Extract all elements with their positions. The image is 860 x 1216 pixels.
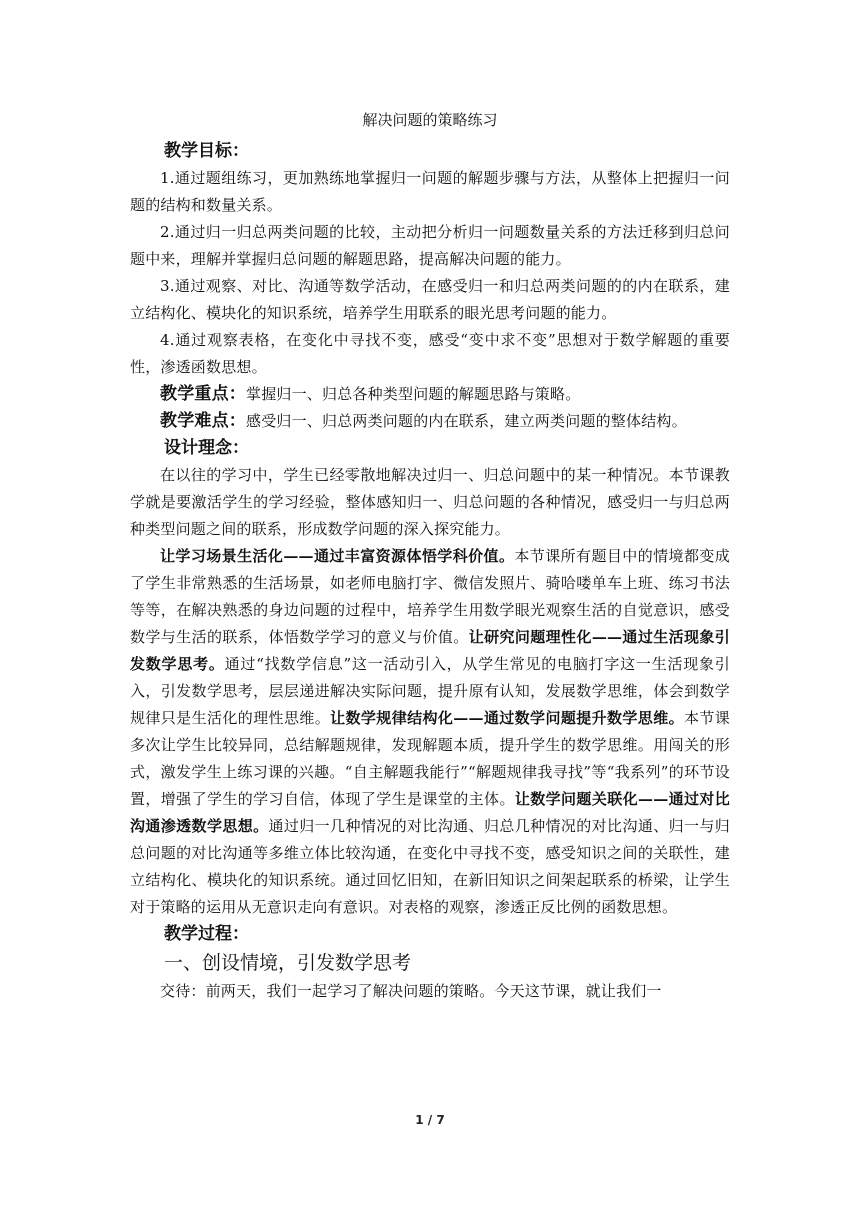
heading-process: 教学过程： (164, 924, 249, 944)
objective-2: 2.通过归一归总两类问题的比较，主动把分析归一问题数量关系的方法迁移到归总问题中来，理解并掌握归总问题的解题思路，提高解决问题的能力。 (130, 223, 730, 268)
page-content (130, 108, 730, 1005)
heading-objectives: 教学目标： (164, 141, 249, 161)
process-step-1-title: 一、创设情境，引发数学思考 (164, 952, 412, 974)
key-point-text: 掌握归一、归总各种类型问题的解题思路与策略。 (246, 385, 581, 403)
design-intro: 在以往的学习中，学生已经零散地解决过归一、归总问题中的某一种情况。本节课教学就是要激活学生的学习经验，整体感知归一、归总问题的各种情况，感受归一与归总两种类型问题之间的联系，形成数学问题的深入探究能力。 (130, 466, 730, 538)
key-point-paragraph (130, 381, 730, 408)
design-bold-1: 让学习场景生活化——通过丰富资源体悟学科价值。 (160, 547, 515, 565)
objective-1: 1.通过题组练习，更加熟练地掌握归一问题的解题步骤与方法，从整体上把握归一问题的结构和数量关系。 (130, 169, 730, 214)
process-text-1: 交待：前两天，我们一起学习了解决问题的策略。今天这节课，就让我们一 (160, 982, 662, 1000)
design-text-2: 通过“找数学信息”这一活动引入，从学生常见的电脑打字这一生活现象引入，引发数学思考，层层递进解决实际问题，提升原有认知，发展数学思维，体会到数学规律只是生活化的理性思维。 (130, 655, 730, 727)
objective-4: 4.通过观察表格，在变化中寻找不变，感受“变中求不变”思想对于数学解题的重要性，渗透函数思想。 (130, 331, 730, 376)
design-bold-2: 让研究问题理性化——通过生活现象引发数学思考。 (130, 628, 731, 673)
design-bold-4: 让数学问题关联化——通过对比沟通渗透数学思想。 (130, 790, 730, 835)
heading-design: 设计理念： (164, 438, 249, 458)
objective-3: 3.通过观察、对比、沟通等数学活动，在感受归一和归总两类问题的的内在联系，建立结构化、模块化的知识系统，培养学生用联系的眼光思考问题的能力。 (130, 277, 730, 322)
design-text-1: 本节课所有题目中的情境都变成了学生非常熟悉的生活场景，如老师电脑打字、微信发照片、骑哈喽单车上班、练习书法等等，在解决熟悉的身边问题的过程中，培养学生用数学眼光观察生活的自觉意识，感受数学与生活的联系，体悟数学学习的意义与价值。 (130, 547, 730, 646)
design-text-3: 本节课多次让学生比较异同，总结解题规律，发现解题本质，提升学生的数学思维。用闯关的形式，激发学生上练习课的兴趣。“自主解题我能行”“解题规律我寻找”等“我系列”的环节设置，增强了学生的学习自信，体现了学生是课堂的主体。 (130, 709, 730, 808)
design-bold-3: 让数学规律结构化——通过数学问题提升数学思维。 (330, 709, 684, 727)
design-body (130, 543, 730, 921)
design-text-4: 通过归一几种情况的对比沟通、归总几种情况的对比沟通、归一与归总问题的对比沟通等多维立体比较沟通，在变化中寻找不变，感受知识之间的关联性，建立结构化、模块化的知识系统。通过回忆旧知，在新旧知识之间架起联系的桥梁，让学生对于策略的运用从无意识走向有意识。对表格的观察，渗透正反比例的函数思想。 (130, 817, 730, 916)
difficulty-label: 教学难点： (160, 411, 246, 431)
key-point-label: 教学重点： (160, 384, 246, 404)
page-indicator: 1 / 7 (415, 1113, 445, 1127)
difficulty-text: 感受归一、归总两类问题的内在联系，建立两类问题的整体结构。 (246, 412, 687, 430)
difficulty-paragraph (130, 408, 730, 435)
document-title: 解决问题的策略练习 (362, 111, 498, 129)
